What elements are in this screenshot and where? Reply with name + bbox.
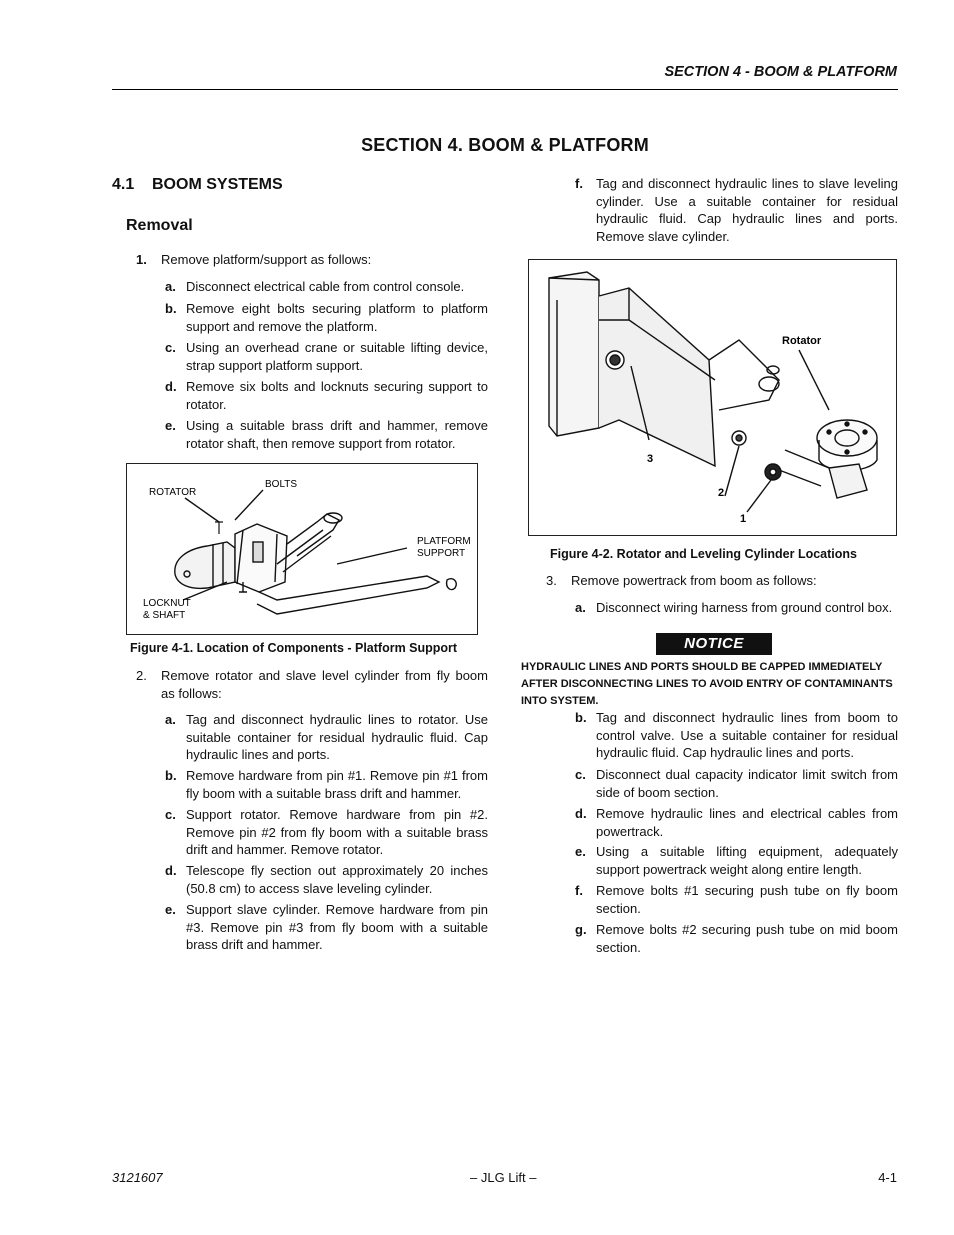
substep-text: Support rotator. Remove hardware from pin #2. Remove pin #2 from fly boom with a suitable brass drift and hammer. Remove rotator.: [186, 807, 488, 857]
substep-text: Support slave cylinder. Remove hardware from pin #3. Remove pin #3 from fly boom with a suitable brass drift and hammer.: [186, 902, 488, 952]
substep-label: a.: [165, 712, 176, 727]
substep-label: e.: [165, 418, 176, 433]
label-bolts: BOLTS: [265, 479, 298, 490]
figure-platform-support: [126, 463, 478, 635]
label-pin-1: 1: [740, 513, 747, 525]
subheading-removal: Removal: [126, 217, 193, 234]
substep-label: c.: [575, 767, 586, 782]
section-number: 4.1: [112, 176, 135, 193]
substep-label: b.: [165, 301, 177, 316]
notice-badge: NOTICE: [656, 633, 772, 655]
page-title: SECTION 4. BOOM & PLATFORM: [361, 135, 649, 155]
label-support: SUPPORT: [417, 548, 466, 559]
label-pin-3: 3: [647, 453, 654, 465]
notice-text: HYDRAULIC LINES AND PORTS SHOULD BE CAPPED IMMEDIATELY AFTER DISCONNECTING LINES TO AVOID ENTRY OF CONTAMINANTS INTO SYSTEM.: [521, 661, 893, 707]
step-text: Remove powertrack from boom as follows:: [571, 573, 817, 588]
label-platform: PLATFORM: [417, 536, 471, 547]
footer-doc-number: 3121607: [112, 1170, 163, 1185]
substep-text: Using a suitable brass drift and hammer, remove rotator shaft, then remove support from rotator.: [186, 418, 488, 451]
substep-label: d.: [165, 379, 177, 394]
running-header: SECTION 4 - BOOM & PLATFORM: [664, 64, 897, 80]
substep-label: g.: [575, 922, 587, 937]
substep-text: Remove six bolts and locknuts securing support to rotator.: [186, 379, 488, 412]
substep-label: e.: [575, 844, 586, 859]
label-shaft: & SHAFT: [143, 610, 186, 621]
substep-label: f.: [575, 883, 583, 898]
substep-text: Using an overhead crane or suitable lifting device, strap support platform support.: [186, 340, 488, 373]
substep-label: c.: [165, 807, 176, 822]
step-text: Remove rotator and slave level cylinder from fly boom as follows:: [161, 668, 488, 701]
substep-label: a.: [165, 279, 176, 294]
substep-text: Remove bolts #1 securing push tube on fly boom section.: [596, 883, 898, 916]
step-number: 2.: [136, 668, 147, 683]
substep-text: Disconnect dual capacity indicator limit switch from side of boom section.: [596, 767, 898, 800]
substep-label: d.: [575, 806, 587, 821]
substep-label: b.: [575, 710, 587, 725]
substep-text: Tag and disconnect hydraulic lines to slave leveling cylinder. Use a suitable container for residual hydraulic fluid. Cap hydraulic lines and ports. Remove slave cylinder.: [596, 176, 898, 244]
substep-text: Telescope fly section out approximately 20 inches (50.8 cm) to access slave leveling cylinder.: [186, 863, 488, 896]
substep-label: e.: [165, 902, 176, 917]
substep-label: b.: [165, 768, 177, 783]
substep-text: Remove eight bolts securing platform to platform support and remove the platform.: [186, 301, 488, 334]
label-rotator: ROTATOR: [149, 487, 197, 498]
substep-text: Tag and disconnect hydraulic lines to rotator. Use suitable container for residual hydraulic fluid. Cap hydraulic lines and ports.: [186, 712, 488, 762]
substep-label: d.: [165, 863, 177, 878]
label-pin-2: 2: [718, 487, 725, 499]
step-number: 3.: [546, 573, 557, 588]
footer-center: – JLG Lift –: [470, 1170, 537, 1185]
section-heading: [112, 176, 283, 194]
step-number: 1.: [136, 252, 147, 267]
footer-page-number: 4-1: [878, 1170, 897, 1185]
substep-text: Using a suitable lifting equipment, adequately support powertrack weight along entire length.: [596, 844, 898, 877]
label-locknut: LOCKNUT: [143, 598, 191, 609]
substep-label: f.: [575, 176, 583, 191]
header-rule: [112, 89, 898, 90]
substep-text: Remove hardware from pin #1. Remove pin #1 from fly boom with a suitable brass drift and hammer.: [186, 768, 488, 801]
substep-label: a.: [575, 600, 586, 615]
label-rotator: Rotator: [782, 335, 822, 347]
step-text: Remove platform/support as follows:: [161, 252, 372, 267]
substep-text: Disconnect wiring harness from ground control box.: [596, 600, 893, 615]
figure-2-caption: Figure 4-2. Rotator and Leveling Cylinder Locations: [550, 547, 857, 561]
section-title: BOOM SYSTEMS: [152, 176, 283, 193]
substep-text: Tag and disconnect hydraulic lines from boom to control valve. Use a suitable container for residual hydraulic fluid. Cap hydraulic lines and ports.: [596, 710, 898, 760]
figure-1-caption: Figure 4-1. Location of Components - Platform Support: [130, 641, 458, 655]
platform-support-drawing: [127, 464, 477, 634]
substep-text: Remove bolts #2 securing push tube on mid boom section.: [596, 922, 898, 955]
substep-label: c.: [165, 340, 176, 355]
figure-rotator-cylinder: [528, 259, 897, 536]
substep-text: Remove hydraulic lines and electrical cables from powertrack.: [596, 806, 898, 839]
substep-text: Disconnect electrical cable from control console.: [186, 279, 465, 294]
rotator-cylinder-drawing: [529, 260, 896, 535]
